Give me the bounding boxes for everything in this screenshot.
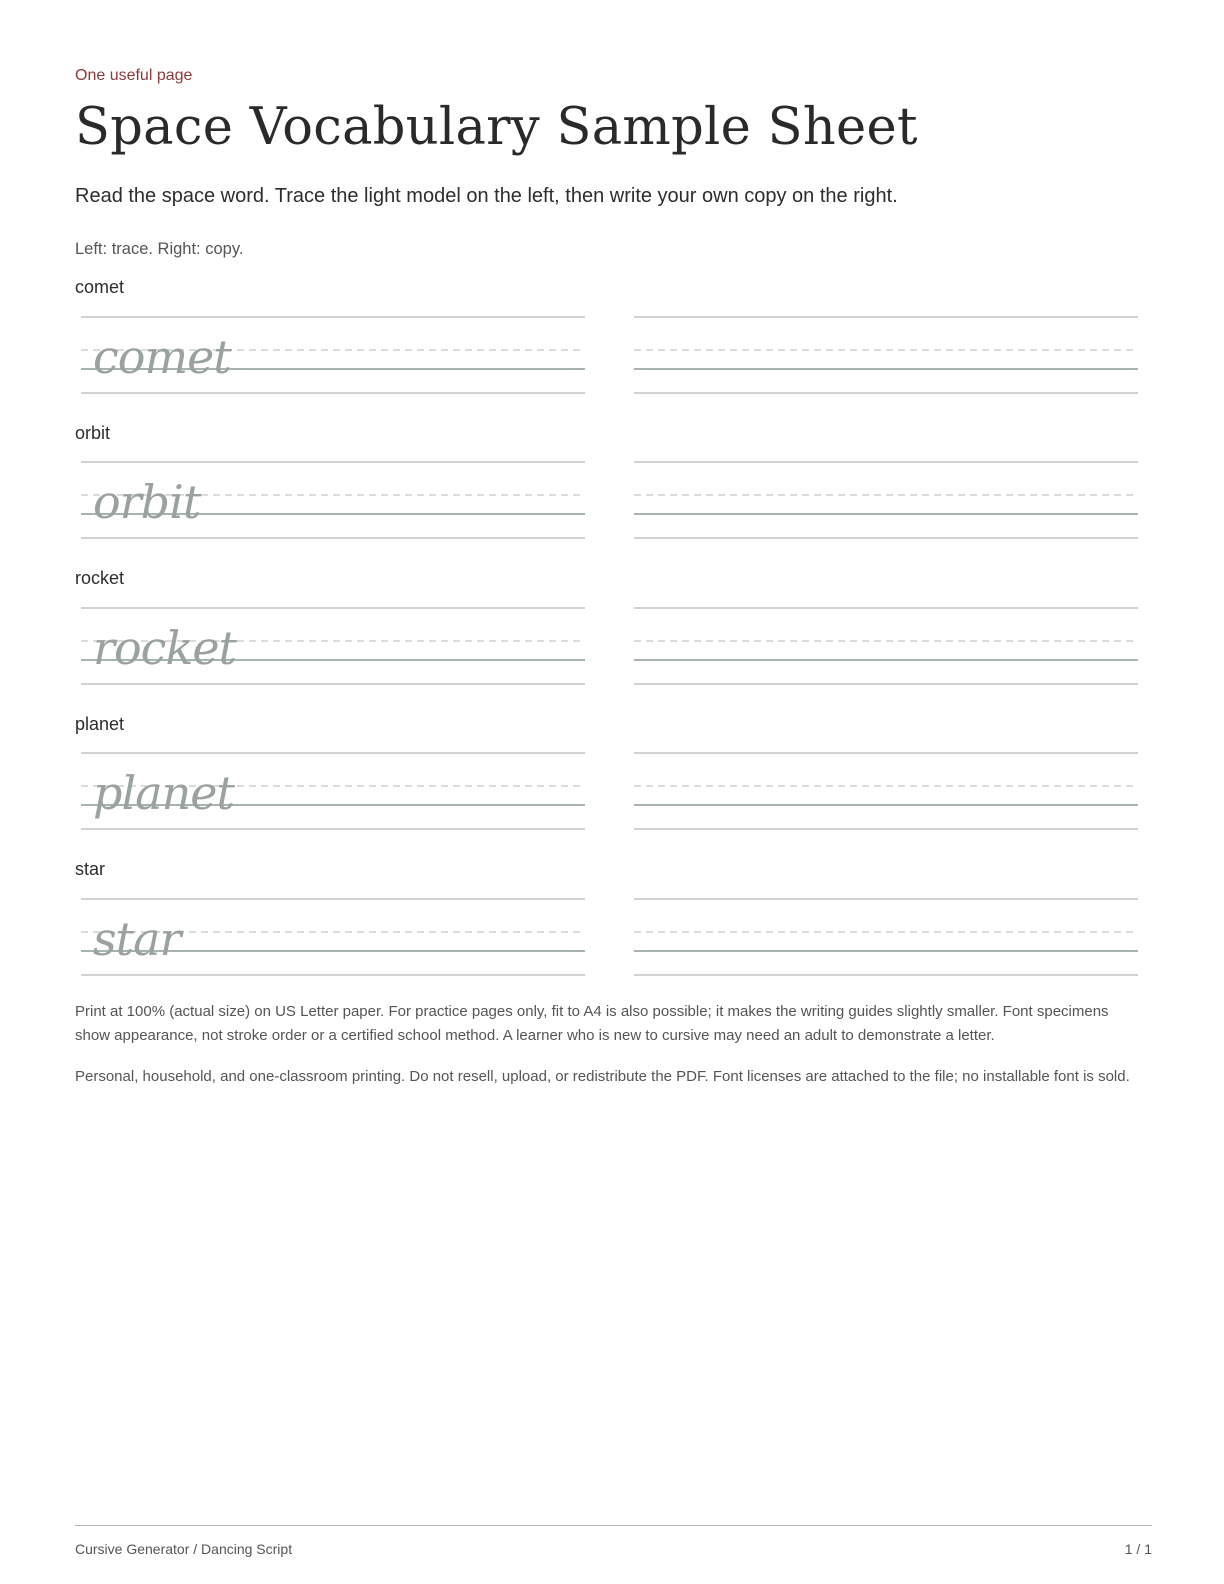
word-label-rocket: rocket (75, 568, 125, 588)
copy-guide-orbit[interactable] (634, 461, 1138, 541)
copy-guide-comet[interactable] (634, 316, 1138, 396)
worksheet-page (75, 0, 1152, 1584)
footer-divider (75, 1525, 1152, 1526)
model-word-star: star (93, 912, 181, 966)
license-notice: Personal, household, and one-classroom printing. Do not resell, upload, or redistribute the PDF. Font licenses are attached to the file; no installable font is sold. (75, 1068, 1130, 1085)
kicker-label: One useful page (75, 67, 193, 84)
footer-source: Cursive Generator / Dancing Script (75, 1541, 293, 1557)
word-label-star: star (75, 859, 106, 879)
trace-guide-planet (81, 752, 585, 832)
copy-guide-star[interactable] (634, 898, 1138, 978)
model-word-planet: planet (93, 766, 234, 820)
instructions: Read the space word. Trace the light model on the left, then write your own copy on the right. (75, 185, 898, 207)
print-instructions: Print at 100% (actual size) on US Letter paper. For practice pages only, fit to A4 is also possible; it makes the writing guides slightly smaller. Font specimens show appearance, not stroke order or a certified school method. A learner who is new to cursive may need an adult to demonstrate a letter. (75, 1003, 1109, 1044)
trace-guide-orbit (81, 461, 585, 541)
copy-guide-planet[interactable] (634, 752, 1138, 832)
trace-guide-comet (81, 316, 585, 396)
model-word-orbit: orbit (93, 475, 201, 529)
model-word-rocket: rocket (93, 621, 237, 675)
model-word-comet: comet (93, 330, 231, 384)
word-label-planet: planet (75, 714, 125, 734)
word-label-orbit: orbit (75, 423, 111, 443)
word-label-comet: comet (75, 277, 125, 297)
page-title: Space Vocabulary Sample Sheet (75, 98, 918, 157)
trace-guide-rocket (81, 607, 585, 687)
trace-guide-star (81, 898, 585, 978)
page-number: 1 / 1 (1124, 1541, 1152, 1557)
copy-guide-rocket[interactable] (634, 607, 1138, 687)
trace-copy-legend: Left: trace. Right: copy. (75, 240, 244, 258)
